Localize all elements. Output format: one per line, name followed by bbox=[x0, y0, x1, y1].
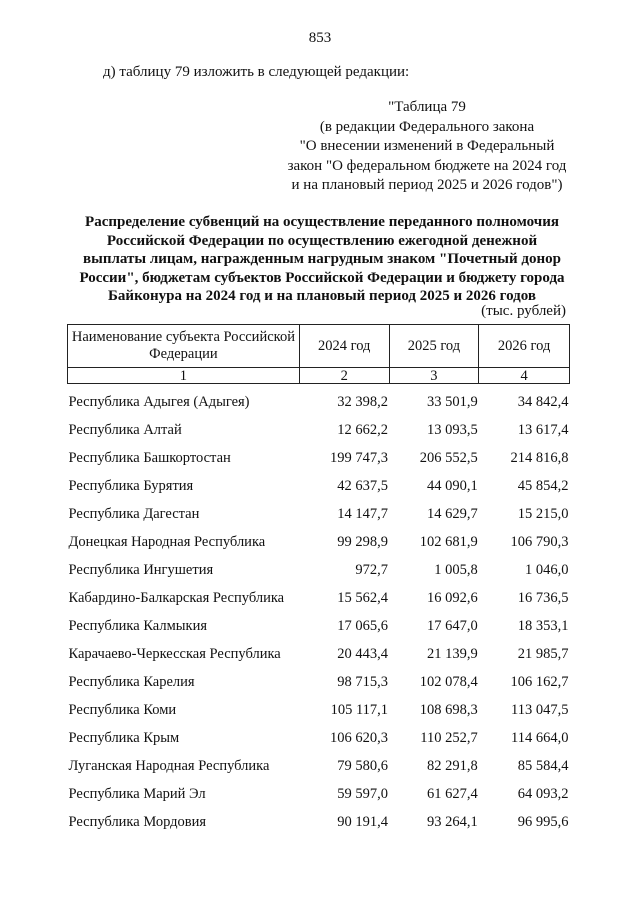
table-row bbox=[68, 528, 570, 556]
amount-cell: 106 620,3 bbox=[330, 729, 389, 746]
region-name: Республика Ингушетия bbox=[68, 561, 214, 578]
amount-cell: 102 078,4 bbox=[419, 673, 478, 690]
amount-cell: 206 552,5 bbox=[419, 449, 478, 466]
header-2026: 2026 год bbox=[479, 325, 570, 368]
table-row bbox=[68, 808, 570, 836]
amount-cell: 34 842,4 bbox=[517, 393, 569, 410]
amount-cell: 45 854,2 bbox=[517, 477, 569, 494]
amount-cell: 21 139,9 bbox=[427, 645, 478, 662]
amount-cell: 99 298,9 bbox=[337, 533, 389, 550]
region-name: Республика Дагестан bbox=[68, 505, 200, 522]
table-row bbox=[68, 472, 570, 500]
amount-cell: 17 065,6 bbox=[337, 617, 389, 634]
caption-line: "О внесении изменений в Федеральный bbox=[299, 138, 555, 154]
subsidy-table bbox=[67, 324, 570, 836]
caption-line: "Таблица 79 bbox=[388, 99, 466, 115]
amount-cell: 13 093,5 bbox=[427, 421, 478, 438]
title-line: Байконура на 2024 год и на плановый период 2025 и 2026 годов bbox=[108, 288, 536, 304]
amount-cell: 108 698,3 bbox=[419, 701, 478, 718]
table-row bbox=[68, 640, 570, 668]
amount-cell: 15 215,0 bbox=[517, 505, 569, 522]
document-title bbox=[52, 213, 592, 306]
amount-cell: 14 629,7 bbox=[427, 505, 478, 522]
table-row bbox=[68, 668, 570, 696]
amount-cell: 85 584,4 bbox=[517, 757, 569, 774]
amount-cell: 14 147,7 bbox=[337, 505, 389, 522]
region-name: Республика Башкортостан bbox=[68, 449, 231, 466]
region-name: Республика Крым bbox=[68, 729, 180, 746]
amount-cell: 21 985,7 bbox=[517, 645, 569, 662]
region-name: Республика Марий Эл bbox=[68, 785, 206, 802]
region-name: Республика Адыгея (Адыгея) bbox=[68, 393, 250, 410]
table-row bbox=[68, 444, 570, 472]
table-row bbox=[68, 584, 570, 612]
table-header-row bbox=[68, 325, 570, 368]
table-body bbox=[68, 384, 570, 837]
amount-cell: 13 617,4 bbox=[517, 421, 569, 438]
amount-cell: 105 117,1 bbox=[330, 701, 389, 718]
region-name: Республика Карелия bbox=[68, 673, 195, 690]
region-name: Луганская Народная Республика bbox=[68, 757, 270, 774]
table-row bbox=[68, 556, 570, 584]
amount-cell: 114 664,0 bbox=[511, 729, 569, 746]
amount-cell: 44 090,1 bbox=[427, 477, 478, 494]
amount-cell: 90 191,4 bbox=[337, 813, 389, 830]
table-caption bbox=[262, 98, 592, 196]
table-row bbox=[68, 724, 570, 752]
amount-cell: 16 092,6 bbox=[427, 589, 478, 606]
table-row bbox=[68, 384, 570, 417]
title-line: выплаты лицам, награжденным нагрудным знаком "Почетный донор bbox=[83, 251, 561, 267]
amount-cell: 110 252,7 bbox=[420, 729, 478, 746]
amount-cell: 214 816,8 bbox=[510, 449, 569, 466]
amount-cell: 106 790,3 bbox=[510, 533, 569, 550]
amount-cell: 113 047,5 bbox=[511, 701, 569, 718]
amount-cell: 18 353,1 bbox=[517, 617, 569, 634]
amount-cell: 64 093,2 bbox=[517, 785, 569, 802]
caption-line: и на плановый период 2025 и 2026 годов") bbox=[291, 177, 563, 193]
amount-cell: 199 747,3 bbox=[330, 449, 389, 466]
amount-cell: 15 562,4 bbox=[337, 589, 389, 606]
column-number: 1 bbox=[68, 368, 300, 384]
amount-cell: 59 597,0 bbox=[337, 785, 389, 802]
region-name: Республика Алтай bbox=[68, 421, 182, 438]
amount-cell: 1 005,8 bbox=[434, 561, 478, 578]
region-name: Донецкая Народная Республика bbox=[68, 533, 266, 550]
region-name: Карачаево-Черкесская Республика bbox=[68, 645, 281, 662]
header-region: Наименование субъекта Российской Федерации bbox=[68, 325, 300, 368]
amount-cell: 17 647,0 bbox=[427, 617, 478, 634]
amount-cell: 33 501,9 bbox=[427, 393, 478, 410]
table-row bbox=[68, 500, 570, 528]
amount-cell: 32 398,2 bbox=[337, 393, 389, 410]
column-number-row bbox=[68, 368, 570, 384]
column-number: 4 bbox=[479, 368, 570, 384]
caption-line: (в редакции Федерального закона bbox=[319, 118, 535, 135]
region-name: Республика Коми bbox=[68, 701, 177, 718]
amount-cell: 106 162,7 bbox=[510, 673, 569, 690]
amount-cell: 42 637,5 bbox=[337, 477, 389, 494]
table-row bbox=[68, 696, 570, 724]
table-row bbox=[68, 612, 570, 640]
amount-cell: 93 264,1 bbox=[427, 813, 478, 830]
column-number: 3 bbox=[389, 368, 479, 384]
title-line: России", бюджетам субъектов Российской Федерации и бюджету города bbox=[79, 269, 565, 286]
region-name: Кабардино-Балкарская Республика bbox=[68, 589, 285, 606]
unit-label: (тыс. рублей) bbox=[481, 303, 566, 319]
region-name: Республика Бурятия bbox=[68, 477, 194, 494]
amount-cell: 96 995,6 bbox=[517, 813, 569, 830]
region-name: Республика Калмыкия bbox=[68, 617, 207, 634]
header-2025: 2025 год bbox=[389, 325, 479, 368]
amount-cell: 61 627,4 bbox=[427, 785, 478, 802]
amount-cell: 82 291,8 bbox=[427, 757, 478, 774]
title-line: Российской Федерации по осуществлению ежегодной денежной bbox=[106, 232, 538, 249]
amount-cell: 79 580,6 bbox=[337, 757, 389, 774]
amount-cell: 16 736,5 bbox=[517, 589, 569, 606]
amount-cell: 20 443,4 bbox=[337, 645, 389, 662]
column-number: 2 bbox=[299, 368, 389, 384]
amount-cell: 102 681,9 bbox=[419, 533, 478, 550]
header-2024: 2024 год bbox=[299, 325, 389, 368]
amount-cell: 972,7 bbox=[355, 561, 389, 578]
table-row bbox=[68, 752, 570, 780]
page-number: 853 bbox=[308, 30, 332, 46]
table-row bbox=[68, 780, 570, 808]
title-line: Распределение субвенций на осуществление переданного полномочия bbox=[85, 214, 559, 230]
amendment-intro: д) таблицу 79 изложить в следующей редакции: bbox=[103, 64, 410, 80]
amount-cell: 98 715,3 bbox=[337, 673, 389, 690]
caption-line: закон "О федеральном бюджете на 2024 год bbox=[287, 157, 567, 174]
region-name: Республика Мордовия bbox=[68, 813, 207, 830]
amount-cell: 12 662,2 bbox=[337, 421, 389, 438]
table-row bbox=[68, 416, 570, 444]
amount-cell: 1 046,0 bbox=[525, 561, 569, 578]
